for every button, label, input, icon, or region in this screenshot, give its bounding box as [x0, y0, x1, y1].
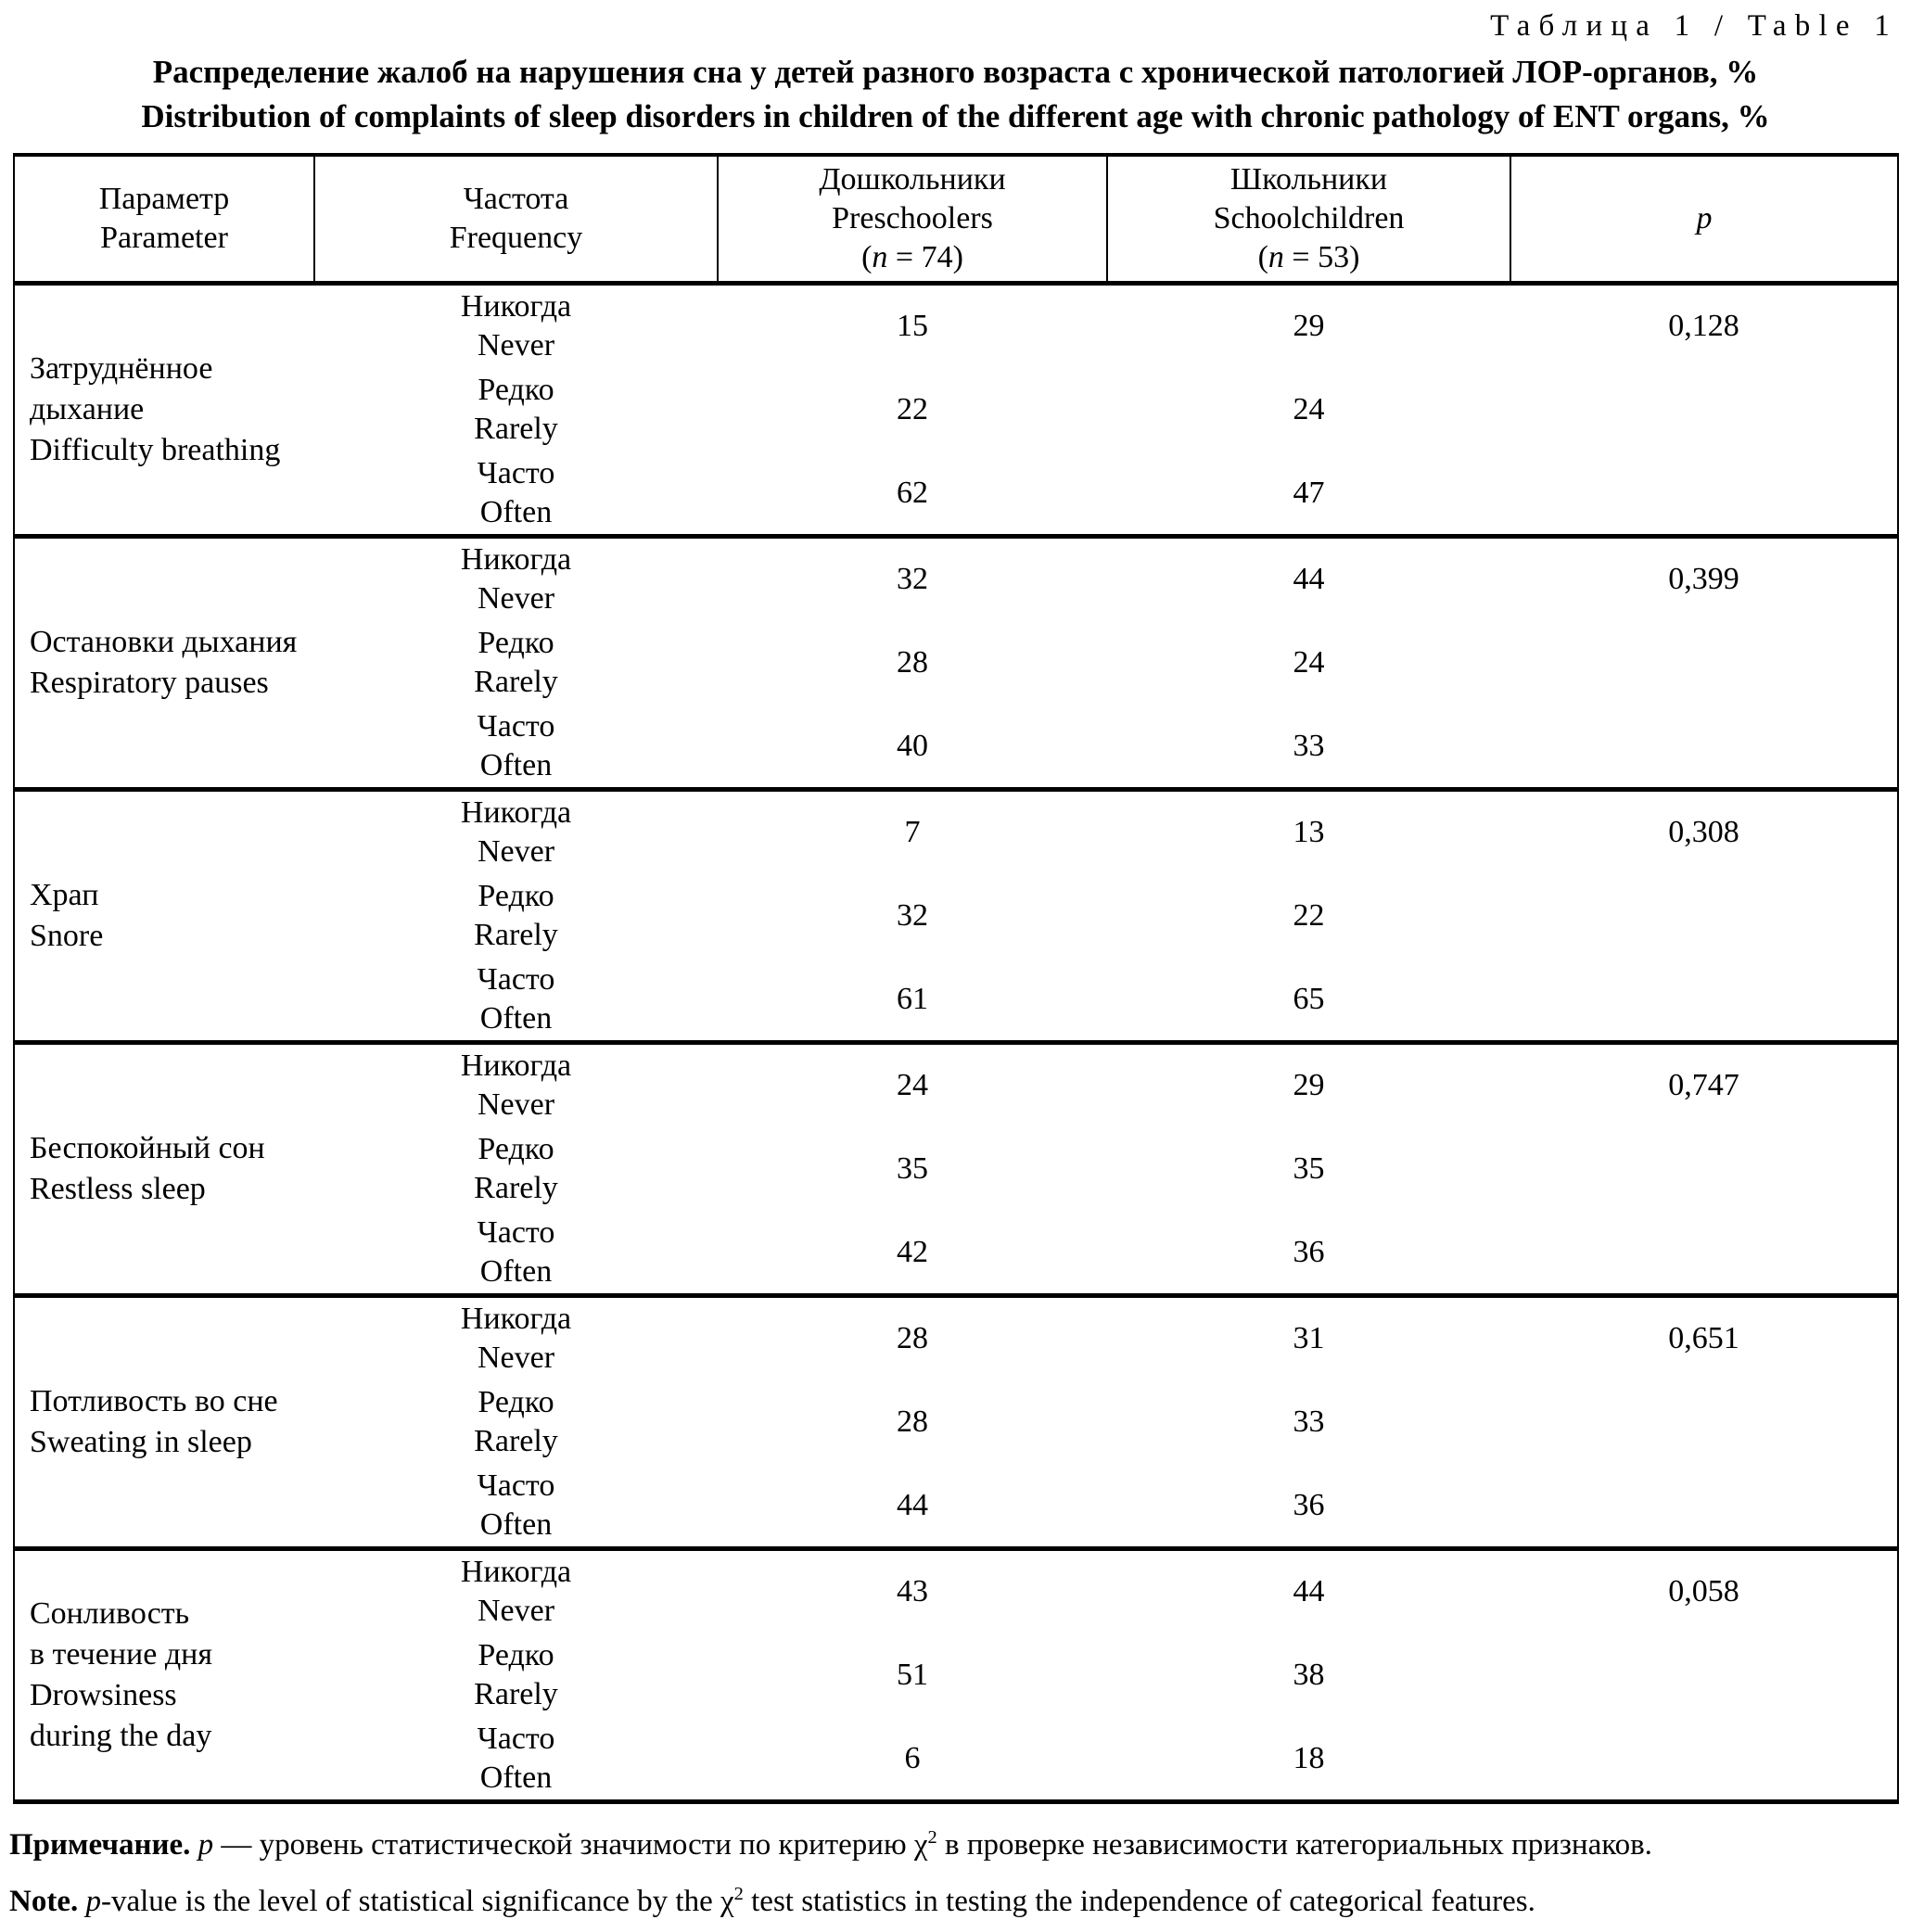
frequency-cell — [314, 1212, 718, 1296]
frequency-label-ru: Редко — [478, 1132, 554, 1166]
parameter-line: Сонливость — [30, 1596, 190, 1631]
col-header-preschoolers-ru: Дошкольники — [819, 162, 1006, 197]
frequency-cell — [314, 1296, 718, 1380]
col-header-frequency-ru: Частота — [463, 182, 569, 216]
schoolchildren-value: 35 — [1293, 1151, 1325, 1186]
frequency-label-en: Rarely — [474, 1171, 558, 1205]
frequency-label-en: Often — [479, 1253, 553, 1289]
parameter-line: в течение дня — [30, 1637, 212, 1671]
frequency-label-en: Never — [477, 581, 555, 616]
frequency-label-ru: Никогда — [460, 1302, 572, 1337]
frequency-cell — [314, 1380, 718, 1465]
header-row — [14, 155, 1898, 284]
p-value — [1510, 1633, 1898, 1718]
parameter-line: Sweating in sleep — [30, 1425, 252, 1459]
schoolchildren-value: 38 — [1293, 1658, 1325, 1692]
frequency-label-ru: Часто — [477, 961, 555, 997]
frequency-label-ru: Часто — [477, 1468, 555, 1503]
frequency-label-ru: Редко — [478, 373, 554, 407]
parameter-cell — [14, 1549, 314, 1802]
parameter-cell — [14, 537, 314, 790]
schoolchildren-value: 13 — [1107, 790, 1510, 874]
p-value — [1510, 1212, 1898, 1296]
preschoolers-value: 28 — [897, 645, 928, 680]
p-value — [1510, 368, 1898, 452]
preschoolers-value: 6 — [904, 1740, 921, 1775]
p-value — [1510, 1127, 1898, 1212]
parameter-line: Потливость во сне — [30, 1384, 278, 1418]
schoolchildren-value: 18 — [1293, 1740, 1325, 1775]
frequency-label-ru: Часто — [477, 1721, 555, 1756]
col-header-parameter-en: Parameter — [100, 221, 228, 255]
frequency-label-ru: Никогда — [460, 1049, 572, 1084]
frequency-label-ru: Часто — [477, 1214, 555, 1250]
p-value — [1510, 959, 1898, 1043]
frequency-cell — [314, 621, 718, 705]
preschoolers-value: 51 — [897, 1658, 928, 1692]
note-en: Note. p-value is the level of statistical significance by the $\chi^2$ test statistics in testing the independence of categorical features. — [9, 1884, 1535, 1918]
frequency-label-ru: Редко — [478, 879, 554, 913]
parameter-line: Храп — [30, 878, 99, 912]
col-header-p: p — [1510, 155, 1898, 284]
preschoolers-value: 42 — [897, 1234, 928, 1269]
frequency-label-en: Often — [479, 1760, 553, 1795]
frequency-cell — [314, 874, 718, 959]
preschoolers-value: 43 — [718, 1549, 1107, 1633]
frequency-label-ru: Редко — [478, 626, 554, 660]
frequency-cell — [314, 1633, 718, 1718]
frequency-label-en: Often — [479, 494, 553, 529]
table-caption: Таблица 1 / Table 1 — [1490, 9, 1898, 43]
schoolchildren-value: 24 — [1293, 392, 1325, 426]
preschoolers-value: 32 — [897, 898, 928, 933]
table-row — [14, 790, 1898, 874]
preschoolers-value: 15 — [897, 309, 928, 344]
schoolchildren-value: 29 — [1293, 309, 1325, 344]
preschoolers-value: 32 — [718, 537, 1107, 621]
parameter-line: Остановки дыхания — [30, 625, 298, 659]
parameter-line: Беспокойный сон — [30, 1131, 265, 1165]
schoolchildren-value: 65 — [1293, 981, 1325, 1016]
p-value: 0,747 — [1510, 1043, 1898, 1127]
frequency-cell — [314, 368, 718, 452]
footnotes — [9, 1824, 1911, 1922]
col-header-parameter — [14, 155, 314, 284]
preschoolers-value: 35 — [897, 1151, 928, 1186]
frequency-label-ru: Часто — [477, 708, 555, 744]
table-row — [14, 1549, 1898, 1633]
col-header-schoolchildren — [1107, 155, 1510, 284]
title-en: Distribution of complaints of sleep disorders in children of the different age with chronic pathology of ENT organs, % — [141, 98, 1770, 134]
preschoolers-value: 22 — [897, 392, 928, 426]
frequency-label-en: Rarely — [474, 918, 558, 952]
schoolchildren-value: 29 — [1107, 1043, 1510, 1127]
chi-symbol: χ — [720, 1885, 734, 1918]
frequency-label-en: Often — [479, 1000, 553, 1036]
col-header-preschoolers-n: (n = 74) — [861, 240, 963, 274]
schoolchildren-value: 33 — [1293, 728, 1325, 763]
schoolchildren-value: 24 — [1293, 645, 1325, 680]
schoolchildren-value: 36 — [1293, 1234, 1325, 1269]
frequency-cell — [314, 959, 718, 1043]
preschoolers-value: 7 — [718, 790, 1107, 874]
frequency-cell — [314, 1127, 718, 1212]
preschoolers-value: 40 — [897, 728, 928, 763]
p-value: 0,308 — [1510, 790, 1898, 874]
complaints-table — [13, 153, 1899, 1804]
frequency-label-en: Often — [479, 747, 553, 782]
frequency-label-en: Never — [477, 328, 555, 363]
frequency-cell — [314, 537, 718, 621]
table-row — [14, 537, 1898, 621]
chi-symbol: χ — [913, 1828, 928, 1862]
frequency-label-ru: Никогда — [460, 542, 572, 578]
frequency-label-ru: Часто — [477, 455, 555, 490]
schoolchildren-value: 36 — [1293, 1487, 1325, 1522]
frequency-label-en: Rarely — [474, 412, 558, 446]
parameter-line: дыхание — [30, 392, 145, 426]
col-header-schoolchildren-en: Schoolchildren — [1213, 201, 1405, 235]
p-value: 0,399 — [1510, 537, 1898, 621]
parameter-line: Respiratory pauses — [30, 666, 269, 700]
p-value — [1510, 874, 1898, 959]
frequency-cell — [314, 705, 718, 790]
frequency-label-ru: Редко — [478, 1638, 554, 1672]
col-header-schoolchildren-ru: Школьники — [1229, 162, 1388, 197]
frequency-cell — [314, 1549, 718, 1633]
frequency-cell — [314, 790, 718, 874]
parameter-line: Затруднённое — [30, 351, 213, 386]
p-value: 0,128 — [1668, 309, 1739, 344]
schoolchildren-value: 33 — [1293, 1405, 1325, 1439]
col-header-frequency — [314, 155, 718, 284]
table-row — [14, 284, 1898, 368]
parameter-line: during the day — [30, 1719, 212, 1753]
frequency-label-en: Never — [477, 834, 555, 870]
table-row — [14, 1296, 1898, 1380]
schoolchildren-value: 31 — [1107, 1296, 1510, 1380]
p-value: 0,651 — [1510, 1296, 1898, 1380]
col-header-preschoolers — [718, 155, 1107, 284]
note-ru: Примечание. p — уровень статистической значимости по критерию $\chi^2$ в проверке независимости категориальных признаков. — [9, 1827, 1652, 1862]
p-value — [1510, 452, 1898, 537]
p-value — [1510, 1718, 1898, 1802]
p-value: 0,058 — [1510, 1549, 1898, 1633]
table-body — [14, 284, 1898, 1802]
frequency-label-en: Rarely — [474, 1424, 558, 1458]
preschoolers-value: 44 — [897, 1487, 928, 1522]
schoolchildren-value: 22 — [1293, 898, 1325, 933]
frequency-label-en: Rarely — [474, 1677, 558, 1711]
frequency-label-ru: Редко — [478, 1385, 554, 1419]
frequency-label-ru: Никогда — [460, 289, 572, 324]
parameter-cell — [14, 790, 314, 1043]
frequency-cell — [314, 284, 718, 368]
frequency-label-ru: Никогда — [460, 795, 572, 831]
frequency-cell — [314, 1465, 718, 1549]
col-header-frequency-en: Frequency — [449, 221, 583, 255]
frequency-label-en: Never — [477, 1594, 555, 1629]
title-ru: Распределение жалоб на нарушения сна у детей разного возраста с хронической патологией ЛОР-органов, % — [152, 54, 1759, 90]
parameter-line: Snore — [30, 919, 104, 953]
p-value — [1510, 705, 1898, 790]
schoolchildren-value: 47 — [1293, 475, 1325, 510]
parameter-cell — [14, 1296, 314, 1549]
frequency-label-en: Often — [479, 1506, 553, 1542]
preschoolers-value: 62 — [897, 475, 928, 510]
parameter-line: Restless sleep — [30, 1172, 206, 1206]
preschoolers-value: 28 — [897, 1405, 928, 1439]
schoolchildren-value: 44 — [1107, 537, 1510, 621]
parameter-cell — [14, 1043, 314, 1296]
table-row — [14, 1043, 1898, 1127]
p-value — [1510, 1380, 1898, 1465]
p-value — [1510, 1465, 1898, 1549]
frequency-cell — [314, 1718, 718, 1802]
preschoolers-value: 61 — [897, 981, 928, 1016]
col-header-preschoolers-en: Preschoolers — [832, 201, 993, 235]
parameter-line: Drowsiness — [30, 1678, 177, 1712]
preschoolers-value: 24 — [718, 1043, 1107, 1127]
frequency-label-en: Never — [477, 1087, 555, 1123]
col-header-parameter-ru: Параметр — [98, 182, 230, 216]
frequency-label-en: Never — [477, 1341, 555, 1376]
frequency-label-en: Rarely — [474, 665, 558, 699]
parameter-cell — [14, 284, 314, 537]
frequency-cell — [314, 1043, 718, 1127]
parameter-line: Difficulty breathing — [30, 433, 281, 467]
frequency-cell — [314, 452, 718, 537]
preschoolers-value: 28 — [718, 1296, 1107, 1380]
col-header-schoolchildren-n: (n = 53) — [1257, 240, 1360, 274]
schoolchildren-value: 44 — [1107, 1549, 1510, 1633]
p-value — [1510, 621, 1898, 705]
frequency-label-ru: Никогда — [460, 1555, 572, 1590]
